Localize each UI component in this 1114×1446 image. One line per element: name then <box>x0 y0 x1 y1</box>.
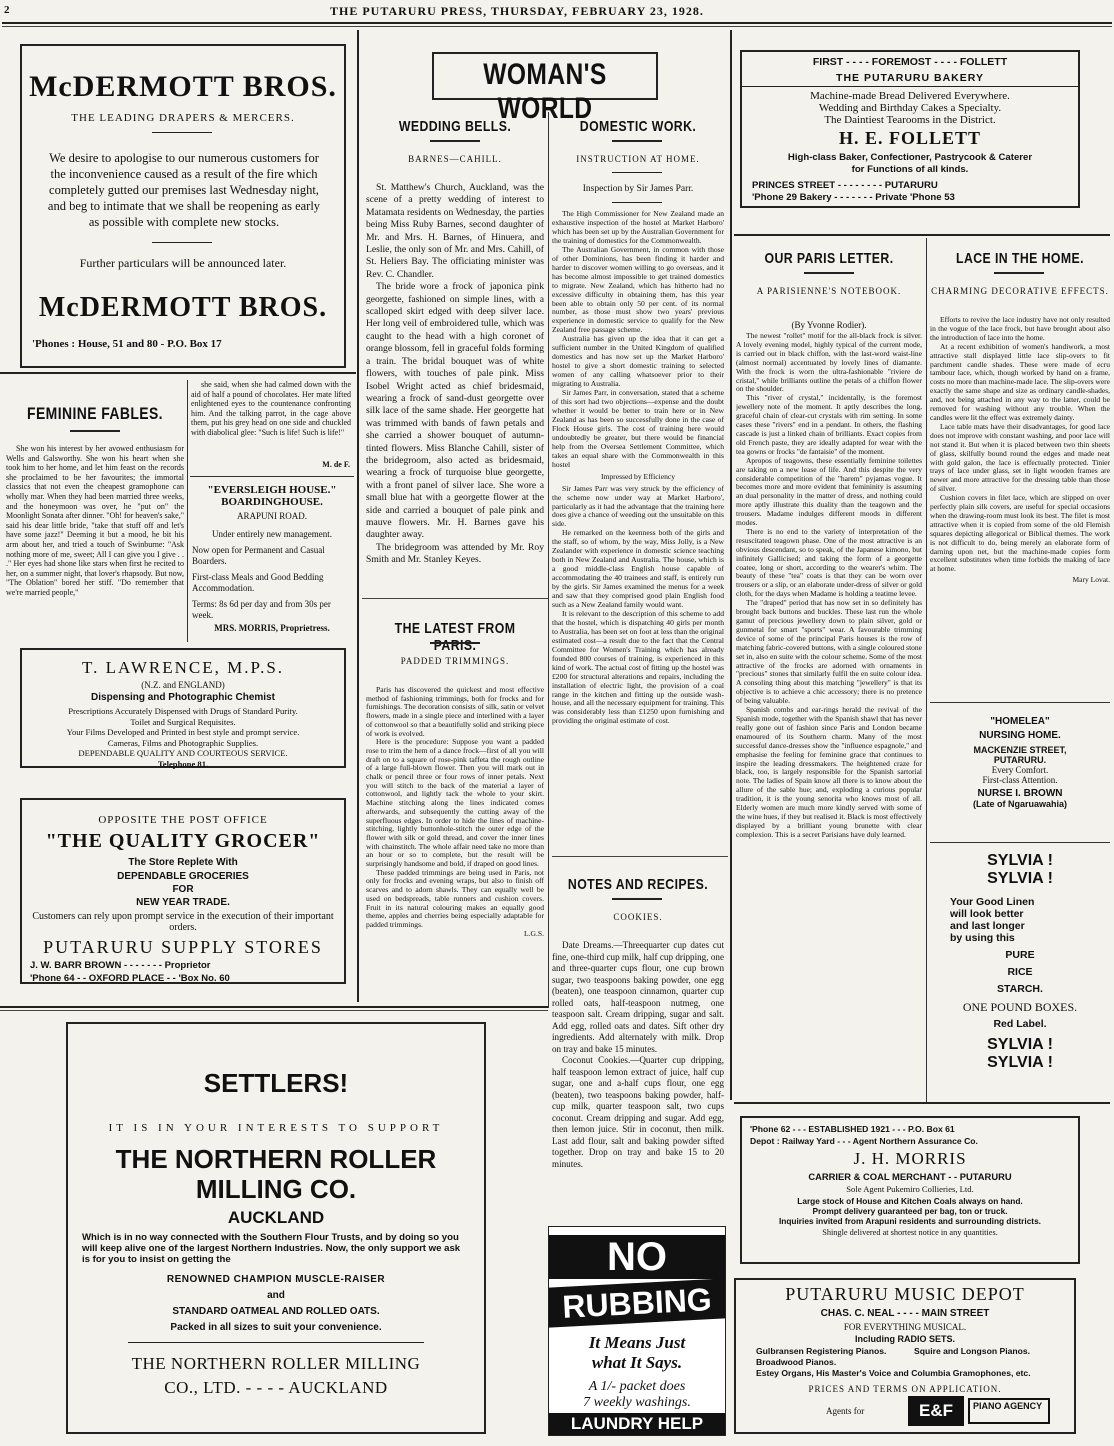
column-rule <box>357 30 359 1002</box>
homelea-town: PUTARURU. <box>993 755 1047 765</box>
grocer-rely: Customers can rely upon prompt service in the execution of their important orders. <box>32 911 334 933</box>
divider <box>430 642 480 644</box>
music-line-4: Broadwood Pianos. <box>756 1357 837 1367</box>
column-rule <box>730 30 732 1100</box>
paris-body: Paris has discovered the quickest and most effective method of fashioning trimmings, both for frocks and for furnishings. The decoration consists of silk, satin or velvet flowers, made in a single piece and interlined with a layer of cottonwool so that a beautifully solid and striking piece of work is evolved. Here is the procedure: Suppose you want a padded rose to trim the hem of a dance frock—first of all you will draft on to a square of rose-pink taffeta the rough outline of a large full-blown flower. Then you will mark out in chalk or pencil three or four rows of inner petals. Next you will stitch to the back of the material a layer of cottonwool, and lightly tack the whole to your skirt. Machine stitching along the lines indicated comes afterwards, and subsequently the cutting away of the superfluous edges. In order to hide the lines of machine-stitching, lightly buttonhole-stitch the outer edge of the flower with silk or gold thread, and cover the inner lines with chainstitch. The whole affair need take no more than an hour or so to complete, but the result will be surprisingly handsome and bold, if draped on good lines. These padded trimmings are being used in Paris, not only for frocks and evening wraps, but also to finish off scarves and to adorn shawls. They can equally well be used on bedspreads, table runners and cushion covers. Fruit in its natural colouring makes an equally good theme, apples and cherries being especially adaptable for padded trimmings. L.G.S. <box>366 686 544 938</box>
eversleigh-proprietress: MRS. MORRIS, Proprietress. <box>214 623 330 633</box>
morris-line-1: Large stock of House and Kitchen Coals always on hand. <box>797 1196 1023 1206</box>
bakery-street: PRINCES STREET - - - - - - - - PUTARURU <box>752 180 938 191</box>
homelea-attention: First-class Attention. <box>982 775 1058 785</box>
sylvia-3: SYLVIA ! <box>987 1036 1053 1053</box>
homelea-comfort: Every Comfort. <box>991 765 1049 775</box>
section-rule <box>362 598 548 599</box>
ad-eversleigh <box>192 484 352 644</box>
ad-mcdermott <box>20 44 346 368</box>
music-line-3b: Squire and Longson Pianos. <box>914 1346 1031 1356</box>
music-agents: Agents for <box>826 1406 865 1416</box>
eversleigh-terms: Terms: 8s 6d per day and from 30s per week. <box>192 599 331 620</box>
divider <box>612 140 662 142</box>
grocer-store: The Store Replete With <box>128 857 238 868</box>
section-rule <box>734 1102 1110 1104</box>
womans-world-title: WOMAN'S WORLD <box>483 58 607 125</box>
paris-title: THE LATEST FROM PARIS. <box>394 620 516 654</box>
music-owner: CHAS. C. NEAL - - - - MAIN STREET <box>820 1308 990 1319</box>
sylvia-line-4: by using this <box>950 932 1015 944</box>
morris-line-3: Inquiries invited from Arapuni residents and surrounding districts. <box>778 1216 1041 1226</box>
eversleigh-sub: BOARDINGHOUSE. <box>221 496 323 508</box>
mcdermott-name: McDERMOTT BROS. <box>29 70 337 103</box>
ad-settlers <box>66 1022 486 1434</box>
settlers-company-2: MILLING CO. <box>195 1174 357 1204</box>
grocer-title: "THE QUALITY GROCER" <box>45 830 321 852</box>
settlers-interest: IT IS IN YOUR INTERESTS TO SUPPORT <box>108 1122 444 1134</box>
bakery-role-2: for Functions of all kinds. <box>851 164 969 175</box>
lawrence-role: Dispensing and Photographic Chemist <box>91 692 275 703</box>
section-rule <box>734 234 1110 236</box>
divider <box>152 242 212 243</box>
settlers-footer-1: THE NORTHERN ROLLER MILLING <box>131 1354 421 1373</box>
music-line-2: Including RADIO SETS. <box>854 1334 955 1344</box>
settlers-body: Which is in no way connected with the Southern Flour Trusts, and by doing so you will keep alive one of the largest Northern Industries. Now, the only support we ask is for you to insist on getting the <box>82 1232 461 1265</box>
settlers-footer-2: CO., LTD. - - - - AUCKLAND <box>164 1378 388 1397</box>
bakery-line-2: Wedding and Birthday Cakes a Specialty. <box>818 102 1002 114</box>
fables-right: she said, when she had calmed down with the aid of half a pound of chocolates. Her mate lifted enlightened eyes to the countenance confronting him. And the talking parrot, in the cage above them, put his grey head on one side and chuckled with diabolical glee: "Such is life! Such is life!" <box>191 380 351 437</box>
grocer-for: FOR <box>172 884 194 895</box>
sylvia-1: SYLVIA ! <box>987 852 1053 869</box>
grocer-opposite: OPPOSITE THE POST OFFICE <box>98 814 268 826</box>
grocer-stores: PUTARURU SUPPLY STORES <box>43 937 323 957</box>
divider <box>612 898 662 900</box>
ad-laundry-help <box>548 1226 726 1436</box>
mcdermott-further: Further particulars will be announced later. <box>79 256 287 270</box>
divider <box>612 202 662 203</box>
section-rule <box>930 702 1110 703</box>
section-rule <box>930 842 1110 843</box>
paris-sub: PADDED TRIMMINGS. <box>400 656 510 666</box>
domestic-title: DOMESTIC WORK. <box>579 118 697 135</box>
sylvia-line-3: and last longer <box>950 920 1025 932</box>
bakery-name: H. E. FOLLETT <box>838 128 982 148</box>
homelea-nurse: NURSE I. BROWN <box>977 788 1063 799</box>
divider <box>430 140 480 142</box>
masthead <box>0 4 1114 20</box>
grocer-contact: 'Phone 64 - - OXFORD PLACE - - 'Box No. 60 <box>30 973 230 984</box>
section-rule <box>0 372 356 374</box>
mcdermott-name-footer: McDERMOTT BROS. <box>38 292 328 323</box>
recipes-title: NOTES AND RECIPES. <box>567 876 709 893</box>
lace-body: Efforts to revive the lace industry have not only resulted in the vogue of the lace frock, but have brought about also the introduction of lace into the home. At a recent exhibition of women's handiwork, a most attractive stall displayed little lace slip-overs to fit parchment candle shades. These were made of ecru tambour lace, which, though worked by hand on a frame, costs no more than machine-made lace. The slip-overs were exactly the same shape and size as ordinary candle-shades, and, not being attached in any way to the latter, could be removed for washing without any trouble. When the candles were lit the effect was extremely dainty. Lace table mats have their disadvantages, for good lace does not improve with constant washing, and poor lace will not stand it. But when it is placed between two thin sheets of glass, skilfully bound round the edges and made neat with gold galon, the lace is effectually protected. Tinier trays of lace under glass, set in light wooden frames are newer and more attractive for the dressing table than those of silver. Cushion covers in filet lace, which are slipped on over perfectly plain silk covers, are useful for special occasions when the drawing-room must look its best. The filet is most attractive when it is copied from some of the old Flemish squares depicting allegorical or Biblical themes. The work is not difficult to do, being merely an elaborate form of darning upon net, but the machine-made copies form excellent substitutes when time forbids the making of lace at home. Mary Lovat. <box>930 316 1110 585</box>
bakery-line-3: The Daintiest Tearooms in the District. <box>824 114 996 126</box>
morris-line-2: Prompt delivery guaranteed per bag, ton or truck. <box>812 1206 1008 1216</box>
laundry-means: It Means Just <box>588 1333 686 1352</box>
laundry-washings: 7 weekly washings. <box>583 1395 691 1410</box>
domestic-body: The High Commissioner for New Zealand made an exhaustive inspection of the hostel at Market Harboro' which has been set up by the Australian Government for the training of domestics for the Commonwealth. The Australian Government, in common with those of other Dominions, has been finding it harder and harder to discover women willing to go overseas, and it has become almost impossible to get trained domestics to migrate. New Zealand, which has hitherto had no excessive difficulty in obtaining them, has this year been able to obtain only 50 per cent. of its normal number, as those must show two years' previous experience in domestic service to qualify for the New Zealand free passage scheme. Australia has given up the idea that it can get a sufficient number in the United Kingdom of qualified domestics and has now set up the Market Harboro' hostel to give a short domestic training to selected women of any calling whatsoever prior to their migrating to Australia. Sir James Parr, in conversation, stated that a scheme of this sort had two objections—expense and the doubt whether it would be better to train here or in New Zealand as has been so successfully done in the case of Flock House girls. The cost of training here would undoubtedly be greater, but there would be financial help from the Oversea Settlement Committee, which takes an equal share with the Commonwealth in this hostel Impressed by Efficiency Sir James Parr was very struck by the efficiency of the scheme now under way at Market Harboro', particularly as it had the advantage that the training here does give a chance of weeding out the unsuitable on this side. He remarked on the keenness both of the girls and the staff, so of whom, by the way, Miss Jolly, is a New Zealander with experience in domestic science teaching both in New Zealand and Australia. The house, which is a good middle-class English house capable of accommodating the 40 trainees and staff, is entirely run by the girls. Sir James examined the menus for a week and saw that they comprised good plain English food such as a New Zealand family would want. It is relevant to the description of this scheme to add that the hostel, which is dispatching 40 girls per month to Australia, has been set on foot at less than the original estimated cost—a result due to the fact that the Central Committee for Women's Training which has already founded 800 courses of training, is experienced in this kind of work. The actual cost of fitting up the hostel was £200 for structural alterations and repairs, including the installation of electric light, the provision of a coal range in the kitchen and fitting up the outside wash-house, and all the necessary equipment for training. This was considerably less than £1250 upon furnishing and providing the original estimate of cost. <box>552 210 724 726</box>
homelea-late: (Late of Ngaruawahia) <box>972 799 1067 809</box>
column-rule <box>926 238 927 1102</box>
bakery-top: FIRST - - - - FOREMOST - - - - FOLLETT <box>812 56 1008 68</box>
eversleigh-road: ARAPUNI ROAD. <box>236 511 307 521</box>
eversleigh-open: Now open for Permanent and Casual Boarders. <box>192 545 325 566</box>
morris-line-4: Shingle delivered at shortest notice in any quantities. <box>822 1228 998 1237</box>
eversleigh-title: "EVERSLEIGH HOUSE." <box>207 484 337 496</box>
lawrence-quals: (N.Z. and ENGLAND) <box>141 680 225 690</box>
eversleigh-management: Under entirely new management. <box>212 529 332 539</box>
masthead-rule <box>2 22 1112 24</box>
music-logo-agency: PIANO AGENCY <box>968 1398 1050 1424</box>
grocer-proprietor: J. W. BARR BROWN - - - - - - - Proprietor <box>30 960 211 971</box>
paris-letter-sub: A PARISIENNE'S NOTEBOOK. <box>756 286 902 296</box>
morris-role: CARRIER & COAL MERCHANT - - PUTARURU <box>808 1171 1012 1182</box>
settlers-oatmeal: STANDARD OATMEAL AND ROLLED OATS. <box>172 1306 380 1317</box>
ad-music-depot <box>734 1278 1076 1434</box>
eversleigh-meals: First-class Meals and Good Bedding Accommodation. <box>192 572 324 593</box>
lawrence-line-5: DEPENDABLE QUALITY AND COURTEOUS SERVICE. <box>78 748 288 758</box>
morris-depot: Depot : Railway Yard - - - Agent Northern Assurance Co. <box>750 1136 978 1146</box>
ad-bakery <box>740 50 1080 208</box>
sylvia-starch: STARCH. <box>997 983 1043 995</box>
morris-top: 'Phone 62 - - - ESTABLISHED 1921 - - - P.O. Box 61 <box>750 1124 955 1134</box>
recipes-sub: COOKIES. <box>613 912 663 922</box>
column-rule <box>187 380 188 642</box>
ad-sylvia <box>930 852 1110 1098</box>
lawrence-line-3: Your Films Developed and Printed in best style and prompt service. <box>66 727 300 737</box>
music-line-1: FOR EVERYTHING MUSICAL. <box>843 1322 967 1332</box>
recipes-body: Date Dreams.—Threequarter cup dates cut fine, one-third cup milk, half cup dripping, one and three-quarter cups flour, one cup brown sugar, two teaspoons baking powder, one egg (beaten), one teaspoon cinnamon, quarter cup rolled oats, half-teaspoon nutmeg, one teaspoon salt. Cream dripping, sugar and salt. Add egg, rolled oats and dates. Sift other dry ingredients. Add alternately with milk. Drop on tray and bake 15 minutes. Coconut Cookies.—Quarter cup dripping, half teaspoon lemon extract of juice, half cup sugar, one and a-half cups flour, one egg (beaten), two teaspoons baking powder, half-cup milk, quarter teaspoon salt, two cups coconut. Cream dripping and sugar. Add egg, then lemon juice. Stir in coconut, then milk. Last add flour, salt and baking powder sifted together. Drop on tray and bake 15 to 20 minutes. <box>552 940 724 1169</box>
domestic-sub: INSTRUCTION AT HOME. <box>576 154 700 164</box>
sylvia-2: SYLVIA ! <box>987 870 1053 887</box>
sylvia-line-1: Your Good Linen <box>950 896 1035 908</box>
grocer-groceries: DEPENDABLE GROCERIES <box>117 871 249 882</box>
domestic-sub2: Inspection by Sir James Parr. <box>582 184 694 194</box>
divider <box>804 272 854 274</box>
wedding-body: St. Matthew's Church, Auckland, was the scene of a pretty wedding of interest to Matamata residents on Wednesday, the parties being Miss Ruby Barnes, second daughter of Mr. and Mrs. H. Barnes, of Hinuera, and Leslie, the only son of Mr. and Mrs. Cahill, of St. Heliers Bay. The officiating minister was Rev. C. Chandler. The bride wore a frock of japonica pink georgette, fashioned on simple lines, with a scalloped skirt edged with deep silver lace. Her long veil of embroidered tulle, which was caught to the head with a high coronet of orange blossom, fell in graceful folds forming a train. The bridal bouquet was of white flowers, with touches of pale pink. Miss Isobel Wright acted as chief bridesmaid, wearing a frock of sand-dust georgette over silk lace of the same shade. Her georgette hat was trimmed with bands of fawn petals and she carried a shower bouquet of autumn-tinted flowers. Miss Blanche Cahill, sister of the bridegroom, also acted as bridesmaid, wearing a frock of turquoise blue georgette, with a front panel of silver lace. She wore a small blue hat with a georgette flower at the side and carried a bouquet of pale pink and mauve flowers. Mr. H. Barnes gave his daughter away. The bridegroom was attended by Mr. Roy Smith and Mr. Stanley Keyes. <box>366 182 544 566</box>
wedding-title: WEDDING BELLS. <box>398 118 512 135</box>
settlers-champion: RENOWNED CHAMPION MUSCLE-RAISER <box>166 1274 386 1285</box>
section-rule <box>0 1006 548 1008</box>
paris-letter-body: The newest "rollet" motif for the all-black frock is silver. A lovely evening model, highly typical of the current mode, is carried out in black chiffon, with the last-word waist-line (almost normal) accentuated by lovely lines of diamante. With the frock is worn the ultra-fashionable "riviere de cristal," while brilliants outline the petals of a chiffon flower on the shoulder. This "river of crystal," incidentally, is the foremost jewellery note of the moment. It aptly describes the long, graceful chain of clear-cut crystals with rim setting. In some cases these "rivers" end in a pendant. In others, the flashing cascade is just a linked chain of brilliants. Exact copies from old French paste, they are ideally adapted for wear with the tea gowns or frocks "de fantaisie" of the moment. Apropos of teagowns, these essentially feminine toilettes are taking on a new lease of life. And this despite the very considerable competition of the "harem" pyjamas vogue. It becomes more and more evident that femininity is assuming an dual personality in the matter of dress, and nothing could more aptly illustrate this duality than the teagown and the trousers. Madame indulges different moods in different modes. There is no end to the variety of interpretation of the resuscitated teagown phase. One of the most attractive is an obvious descendant, so to speak, of the Japanese kimono, but infinitely Gallicised; and taking the form of a georgette coatee, long or short, according to the wearer's whim. The beauty of these "tea" coats is that they can be worn over trousers or a slip, or an elaborate under-dress of silver or gold cloth, for the days when Madame is holding a teatime levee. The "draped" period that has now set in so definitely has brought back buttons and buckles. These last run the whole gamut of precious jewellery down to plain silver, gold or gunmetal for smart "sports" wear. A favourable trimming device of some of the principal Paris houses is the row of matching fabric-covered buttons, with a single coloured stone set in, also en suite with the colour scheme. Some of the most attractive of the frocks are adorned with ornaments in "precious" stones that similarly fulfil the en suite colour idea. A consoling thing about this matching "jewellery" is that its objective is to achieve a chic accessory; there is no pretence of being valuable. Spanish combs and ear-rings herald the revival of the Spanish mode, together with the Spanish shawl that has never really gone out of fashion since Paris and London became enamoured of its Southern charm. Many of the most successful dance-dresses show the "influence espagnole," and emphasise the feeling for feminine grace that continues to inspire the leading dressmakers. The heightened craze for black, too, is largely responsible for the Spanish sartorial note. The ladies of Spain know all there is to know about the allure of the sable hue; and, exploding a curious popular tradition, it is the young senorita who knows most of all. Elderly women are much more kindly served with some of the wine hues, if they but realised it. Black is most effectively displayed by a brilliant young brunette with clear complexion. This is a secret Parisians have duly learned. <box>736 332 922 839</box>
music-line-3a: Gulbransen Registering Pianos. <box>756 1346 887 1356</box>
column-rule <box>548 112 549 600</box>
sylvia-pure: PURE <box>1005 949 1035 961</box>
womans-world-banner <box>432 52 658 125</box>
lawrence-name: T. LAWRENCE, M.P.S. <box>81 658 285 677</box>
divider <box>152 132 212 133</box>
fables-title: FEMININE FABLES. <box>27 404 163 423</box>
page-number: 2 <box>4 4 10 16</box>
grocer-new-year: NEW YEAR TRADE. <box>136 897 230 908</box>
mcdermott-body: We desire to apologise to our numerous customers for the inconvenience caused as a result of the fire which completely gutted our premises last Wednesday night, and beg to intimate that we shall be reopening as early as possible with complete new stocks. <box>47 151 321 229</box>
homelea-title: "HOMELEA" <box>990 716 1050 727</box>
divider <box>70 430 120 432</box>
laundry-packet: A 1/- packet does <box>588 1379 686 1394</box>
sylvia-line-2: will look better <box>950 908 1024 920</box>
sylvia-rice: RICE <box>1007 966 1033 978</box>
ad-homelea <box>930 716 1110 838</box>
laundry-says: what It Says. <box>591 1353 683 1372</box>
homelea-sub: NURSING HOME. <box>979 730 1061 741</box>
lawrence-line-1: Prescriptions Accurately Dispensed with Drugs of Standard Purity. <box>68 706 298 716</box>
ad-quality-grocer <box>20 798 346 984</box>
section-rule <box>552 856 728 857</box>
bakery-title: THE PUTARURU BAKERY <box>836 72 984 84</box>
masthead-title: THE PUTARURU PRESS, THURSDAY, FEBRUARY 23, 1928. <box>330 4 704 18</box>
lawrence-telephone: Telephone 81. <box>157 758 209 769</box>
settlers-auckland: AUCKLAND <box>227 1208 325 1227</box>
laundry-rubbing: RUBBING <box>548 1278 726 1328</box>
fables-signature: M. de F. <box>322 460 350 469</box>
music-logo: E&F <box>908 1396 964 1426</box>
bakery-line-1: Machine-made Bread Delivered Everywhere. <box>810 90 1010 102</box>
music-terms: PRICES AND TERMS ON APPLICATION. <box>808 1384 1002 1394</box>
settlers-and: and <box>267 1290 285 1301</box>
music-line-5: Estey Organs, His Master's Voice and Columbia Gramophones, etc. <box>756 1368 1031 1378</box>
paris-letter-by: (By Yvonne Rodier). <box>791 320 867 330</box>
settlers-title: SETTLERS! <box>203 1068 349 1098</box>
morris-name: J. H. MORRIS <box>853 1149 967 1168</box>
mcdermott-phones: 'Phones : House, 51 and 80 - P.O. Box 17 <box>32 338 222 350</box>
bakery-phones: 'Phone 29 Bakery - - - - - - - Private 'Phone 53 <box>752 192 955 203</box>
morris-agent: Sole Agent Pukemiro Collieries, Ltd. <box>846 1184 974 1194</box>
divider <box>742 86 1078 87</box>
lawrence-line-4: Cameras, Films and Photographic Supplies. <box>107 737 259 748</box>
section-rule <box>190 476 354 477</box>
sylvia-label: Red Label. <box>993 1018 1047 1030</box>
settlers-packed: Packed in all sizes to suit your convenience. <box>170 1322 382 1333</box>
column-rule <box>548 600 549 1008</box>
section-rule-2 <box>0 1010 548 1011</box>
divider <box>994 272 1044 274</box>
paris-letter-title: OUR PARIS LETTER. <box>764 250 894 267</box>
lace-title: LACE IN THE HOME. <box>956 250 1084 267</box>
wedding-sub: BARNES—CAHILL. <box>408 154 502 164</box>
sylvia-boxes: ONE POUND BOXES. <box>962 1000 1078 1014</box>
divider <box>128 1342 424 1343</box>
settlers-company-1: THE NORTHERN ROLLER <box>115 1144 437 1174</box>
music-title: PUTARURU MUSIC DEPOT <box>785 1284 1025 1304</box>
ad-morris <box>740 1116 1080 1264</box>
ad-lawrence <box>20 648 346 768</box>
laundry-no: NO <box>549 1235 725 1279</box>
masthead-rule-2 <box>2 26 1112 27</box>
lace-sub: CHARMING DECORATIVE EFFECTS. <box>931 286 1109 296</box>
fables-left: She won his interest by her avowed enthusiasm for Wells and Galsworthy. She won his heart when she took him to her home, and let him feast on the records she proclaimed to be her favourites; the immortal classics that not even the cheapest gramophone can wholly mar. When they had been married three weeks, and the honeymoon was over, he "put on" the Moonlight Sonata after dinner. "Oh! for heaven's sake," said his dear little bride, "take that stuff off and let's have some jazz!" Deeming it but a mood, he bit his arm about her, and tried a touch of Swinburne: "Ask nothing more of me, sweet; All I can give you I give . . ." Her eyes had shone like stars when first he recited to her, on a summer night, that lover's rhapsody. But now, "The Oblation" bored her stiff. "Do remember that we're married people," <box>6 444 184 597</box>
laundry-brand: LAUNDRY HELP <box>549 1413 725 1435</box>
mcdermott-tagline: THE LEADING DRAPERS & MERCERS. <box>71 112 295 124</box>
bakery-role: High-class Baker, Confectioner, Pastrycook & Caterer <box>787 152 1033 163</box>
divider <box>612 172 662 173</box>
homelea-street: MACKENZIE STREET, <box>973 745 1067 755</box>
sylvia-4: SYLVIA ! <box>987 1054 1053 1071</box>
lawrence-line-2: Toilet and Surgical Requisites. <box>130 716 236 727</box>
